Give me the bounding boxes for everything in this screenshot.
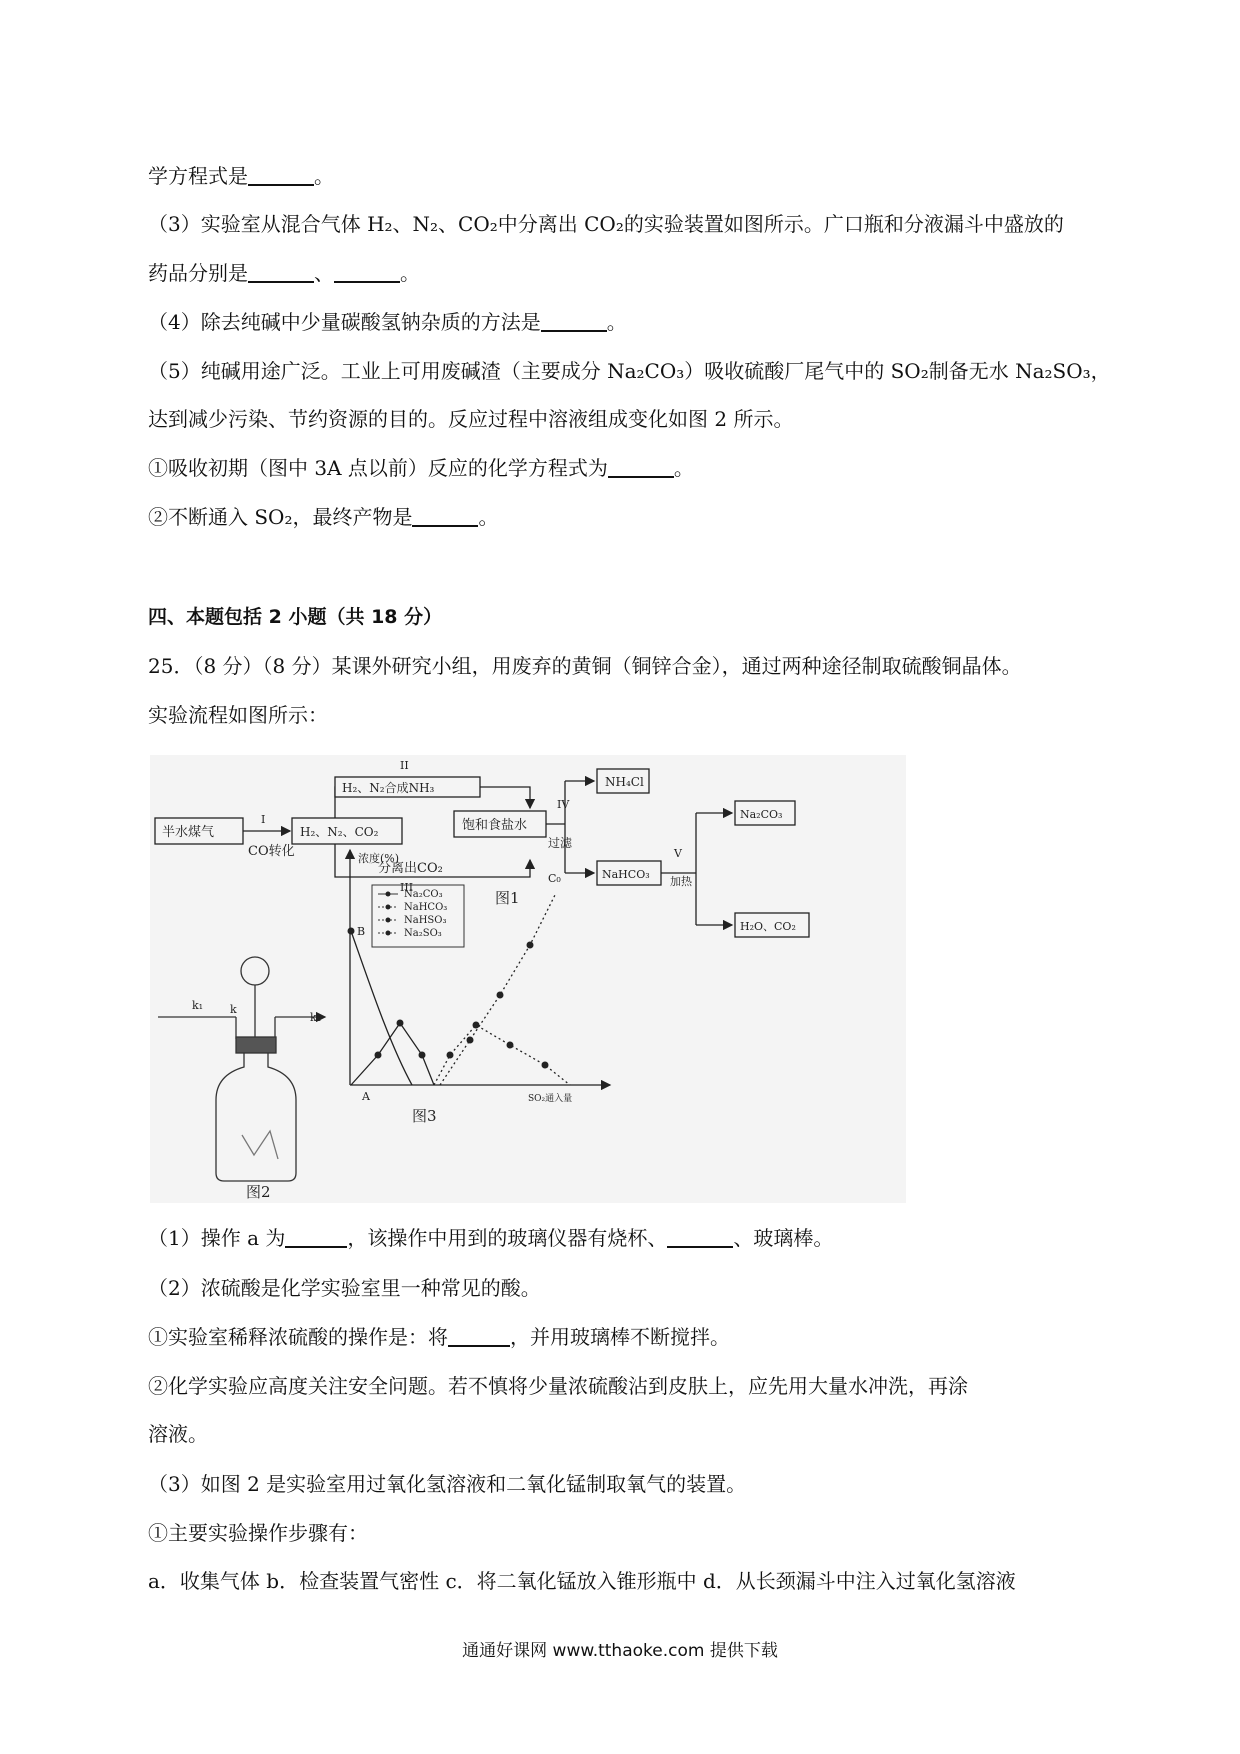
q24-line-5: （5）纯碱用途广泛。工业上可用废碱渣（主要成分 Na₂CO₃）吸收硫酸厂尾气中的 SO₂制备无水 Na₂SO₃， [148,359,1111,383]
figure-area [150,755,906,1203]
chart-point [507,1042,514,1049]
svg-text:IV: IV [557,798,570,811]
q25-intro-1: 25．（8 分）（8 分）某课外研究小组，用废弃的黄铜（铜锌合金），通过两种途径制取硫酸铜晶体。 [148,654,1022,678]
chart-point [497,992,504,999]
answer-blank[interactable] [667,1226,733,1248]
answer-blank[interactable] [248,261,314,283]
legend-entry: NaHCO₃ [404,902,448,913]
svg-text:k: k [230,1003,237,1016]
chart-point [419,1052,426,1059]
svg-text:分离出CO₂: 分离出CO₂ [378,861,443,876]
x-axis-label: SO₂通入量 [528,1094,573,1104]
figure-2-apparatus [158,957,325,1181]
legend-marker [386,892,391,897]
svg-text:k₁: k₁ [192,999,204,1012]
chart-point [527,942,534,949]
q24-line-3: 药品分别是 、 。 [148,261,420,285]
svg-text:饱和食盐水: 饱和食盐水 [462,818,528,833]
svg-text:NaHCO₃: NaHCO₃ [602,868,650,881]
legend-entry: Na₂SO₃ [404,928,442,939]
q24-line-6: 达到减少污染、节约资源的目的。反应过程中溶液组成变化如图 2 所示。 [148,407,794,431]
svg-text:II: II [400,759,409,772]
chart-point [447,1052,454,1059]
chart-point [348,928,355,935]
figure-2-caption: 图2 [246,1183,271,1201]
svg-text:k₂: k₂ [310,1011,322,1024]
q25-line-3: ①实验室稀释浓硫酸的操作是：将 ，并用玻璃棒不断搅拌。 [148,1325,730,1349]
chart-point [473,1022,480,1029]
answer-blank[interactable] [248,164,314,186]
q25-intro-2: 实验流程如图所示： [148,703,328,727]
svg-text:H₂、N₂、CO₂: H₂、N₂、CO₂ [300,825,379,839]
answer-blank[interactable] [608,456,674,478]
chart-point [375,1052,382,1059]
chart-point [542,1062,549,1069]
svg-text:Na₂CO₃: Na₂CO₃ [740,808,783,821]
chart-curve [440,895,555,1085]
svg-text:H₂O、CO₂: H₂O、CO₂ [740,920,796,933]
q25-line-6: （3）如图 2 是实验室用过氧化氢溶液和二氧化锰制取氧气的装置。 [148,1472,747,1496]
figure-3-caption: 图3 [412,1107,437,1125]
q25-line-4: ②化学实验应高度关注安全问题。若不慎将少量浓硫酸沾到皮肤上，应先用大量水冲洗，再涂 [148,1374,968,1398]
section-heading: 四、本题包括 2 小题（共 18 分） [148,606,443,628]
svg-text:H₂、N₂合成NH₃: H₂、N₂合成NH₃ [342,781,435,795]
q24-line-2: （3）实验室从混合气体 H₂、N₂、CO₂中分离出 CO₂的实验装置如图所示。广口瓶和分液漏斗中盛放的 [148,212,1064,236]
chart-point [467,1037,474,1044]
svg-text:V: V [674,847,682,860]
answer-blank[interactable] [412,505,478,527]
svg-text:过滤: 过滤 [548,836,573,850]
q25-line-7: ①主要实验操作步骤有： [148,1521,368,1545]
q25-line-8: a．收集气体 b．检查装置气密性 c．将二氧化锰放入锥形瓶中 d．从长颈漏斗中注入过氧化氢溶液 [148,1569,1016,1593]
legend-marker [386,918,391,923]
answer-blank[interactable] [541,310,607,332]
answer-blank[interactable] [285,1226,347,1248]
answer-blank[interactable] [334,261,400,283]
y-axis-label: 浓度(%) [358,852,400,865]
legend-marker [386,905,391,910]
figure-1-caption: 图1 [495,889,520,907]
q24-line-8: ②不断通入 SO₂，最终产物是 。 [148,505,499,529]
legend-entry: NaHSO₃ [404,915,447,926]
q24-line-7: ①吸收初期（图中 3A 点以前）反应的化学方程式为 。 [148,456,694,480]
point-b-label: B [357,925,366,938]
point-c-label: C₀ [548,872,561,885]
point-a-label: A [362,1090,370,1103]
q25-line-5: 溶液。 [148,1422,208,1446]
chart-curve [434,1025,570,1085]
legend-entry: Na₂CO₃ [404,889,443,900]
q25-line-1: （1）操作 a 为 ，该操作中用到的玻璃仪器有烧杯、 、玻璃棒。 [148,1226,834,1250]
figure-3-chart [348,850,611,1125]
page-footer: 通通好课网 www.tthaoke.com 提供下载 [462,1641,778,1661]
chart-curve [351,931,412,1085]
svg-text:加热: 加热 [670,875,692,888]
label-start: 半水煤气 [162,825,215,840]
svg-text:CO转化: CO转化 [248,844,295,859]
svg-text:I: I [261,813,266,826]
legend-marker [386,931,391,936]
q24-line-4: （4）除去纯碱中少量碳酸氢钠杂质的方法是 。 [148,310,627,334]
chart-point [397,1020,404,1027]
svg-text:III: III [400,881,414,894]
q25-line-2: （2）浓硫酸是化学实验室里一种常见的酸。 [148,1276,541,1300]
svg-text:NH₄Cl: NH₄Cl [605,775,644,789]
q24-line-1: 学方程式是 。 [148,164,334,188]
answer-blank[interactable] [448,1325,510,1347]
